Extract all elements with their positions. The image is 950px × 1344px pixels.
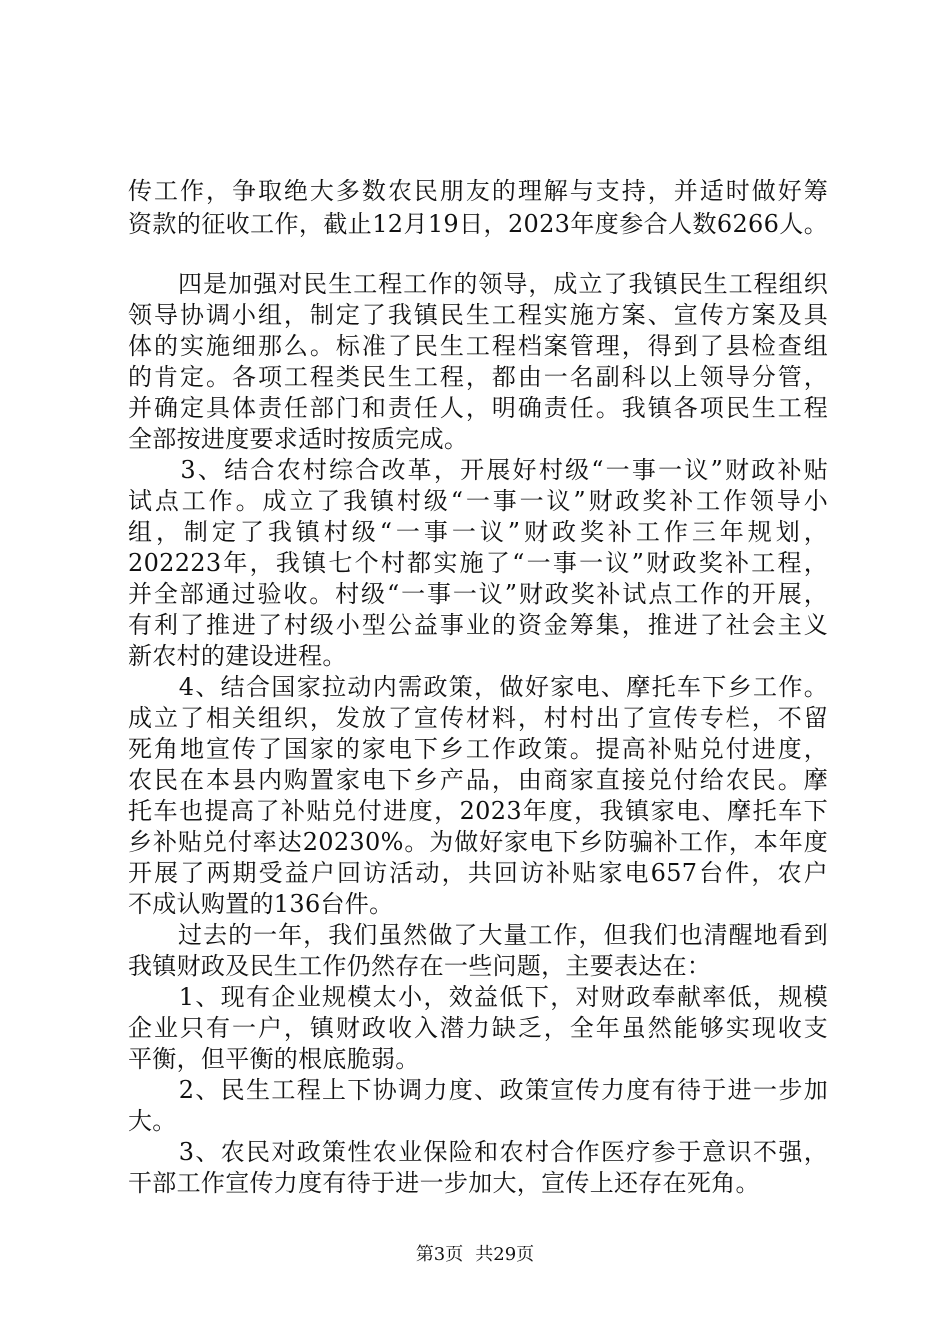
body-line: 乡补贴兑付率达20230%。为做好家电下乡防骗补工作，本年度 — [128, 828, 828, 856]
body-line: 开展了两期受益户回访活动，共回访补贴家电657台件，农户 — [128, 859, 828, 887]
body-line: 202223年，我镇七个村都实施了“一事一议”财政奖补工程， — [128, 549, 828, 577]
body-line: 成立了相关组织，发放了宣传材料，村村出了宣传专栏，不留 — [128, 704, 828, 732]
body-line: 我镇财政及民生工作仍然存在一些问题，主要表达在： — [128, 952, 712, 980]
body-line: 新农村的建设进程。 — [128, 642, 347, 670]
body-line: 体的实施细那么。标准了民生工程档案管理，得到了县检查组 — [128, 332, 828, 360]
body-line: 3、农民对政策性农业保险和农村合作医疗参于意识不强， — [128, 1138, 828, 1166]
body-line: 有利了推进了村级小型公益事业的资金筹集，推进了社会主义 — [128, 611, 828, 639]
body-line: 过去的一年，我们虽然做了大量工作，但我们也清醒地看到 — [128, 921, 828, 949]
body-line: 死角地宣传了国家的家电下乡工作政策。提高补贴兑付进度， — [128, 735, 828, 763]
body-line: 干部工作宣传力度有待于进一步加大，宣传上还存在死角。 — [128, 1169, 760, 1197]
body-line: 全部按进度要求适时按质完成。 — [128, 425, 469, 453]
body-line: 企业只有一户，镇财政收入潜力缺乏，全年虽然能够实现收支 — [128, 1014, 828, 1042]
body-line: 资款的征收工作，截止12月19日，2023年度参合人数6266人。 — [128, 210, 828, 238]
body-line: 平衡，但平衡的根底脆弱。 — [128, 1045, 420, 1073]
page-total: 共29页 — [475, 1244, 535, 1265]
body-line: 不成认购置的136台件。 — [128, 890, 394, 918]
body-line: 的肯定。各项工程类民生工程，都由一名副科以上领导分管， — [128, 363, 828, 391]
body-line: 3、结合农村综合改革，开展好村级“一事一议”财政补贴 — [128, 456, 828, 484]
body-line: 组，制定了我镇村级“一事一议”财政奖补工作三年规划， — [128, 518, 828, 546]
body-line: 并确定具体责任部门和责任人，明确责任。我镇各项民生工程 — [128, 394, 828, 422]
body-line: 托车也提高了补贴兑付进度，2023年度，我镇家电、摩托车下 — [128, 797, 828, 825]
body-line: 领导协调小组，制定了我镇民生工程实施方案、宣传方案及具 — [128, 301, 828, 329]
body-line: 四是加强对民生工程工作的领导，成立了我镇民生工程组织 — [128, 270, 828, 298]
body-line: 1、现有企业规模太小，效益低下，对财政奉献率低，规模 — [128, 983, 828, 1011]
body-line: 传工作，争取绝大多数农民朋友的理解与支持，并适时做好筹 — [128, 177, 828, 205]
body-line: 4、结合国家拉动内需政策，做好家电、摩托车下乡工作。 — [128, 673, 828, 701]
page-number: 第3页 — [415, 1244, 464, 1265]
body-line: 农民在本县内购置家电下乡产品，由商家直接兑付给农民。摩 — [128, 766, 828, 794]
body-line: 大。 — [128, 1107, 177, 1135]
page-footer — [0, 1243, 950, 1267]
body-line: 2、民生工程上下协调力度、政策宣传力度有待于进一步加 — [128, 1076, 828, 1104]
body-line: 试点工作。成立了我镇村级“一事一议”财政奖补工作领导小 — [128, 487, 828, 515]
body-line: 并全部通过验收。村级“一事一议”财政奖补试点工作的开展， — [128, 580, 828, 608]
